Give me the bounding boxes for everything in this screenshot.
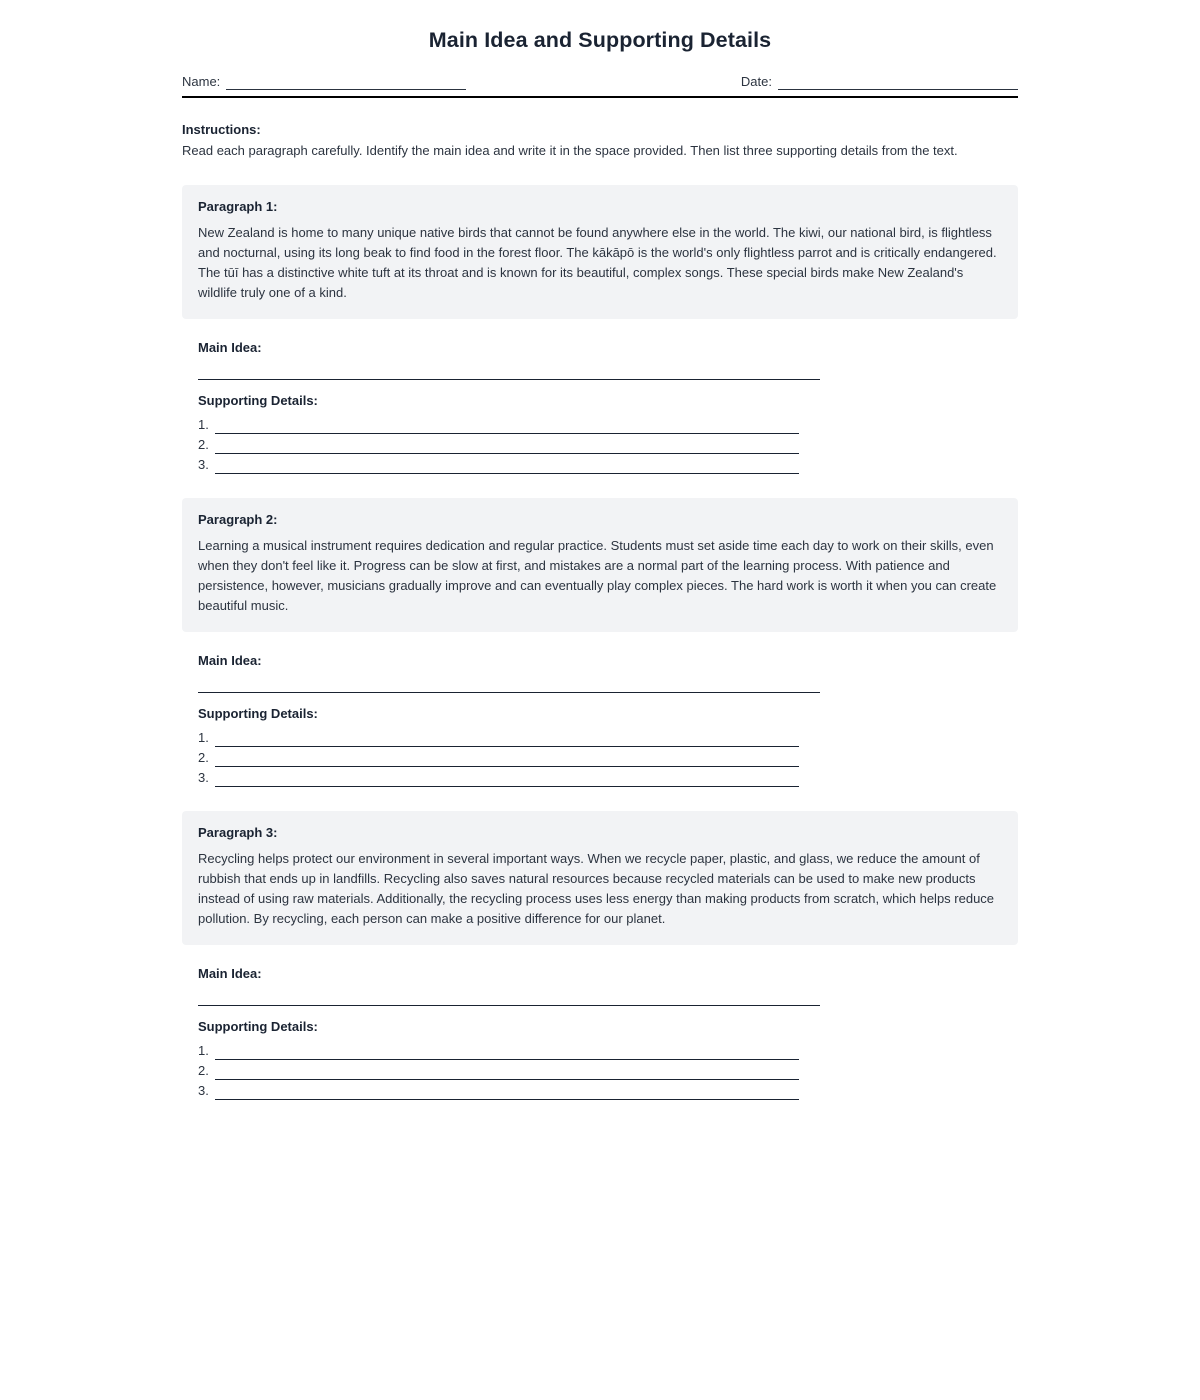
supporting-detail-row	[198, 767, 1002, 787]
instructions-block	[182, 122, 1018, 161]
supporting-detail-row	[198, 1080, 1002, 1100]
answer-area-1	[182, 340, 1018, 474]
paragraph-label-1: Paragraph 1:	[198, 198, 278, 214]
detail-number: 1.	[198, 1042, 209, 1058]
supporting-detail-input-1-2[interactable]	[215, 436, 799, 454]
name-label: Name:	[182, 73, 221, 89]
paragraph-text-1: New Zealand is home to many unique native birds that cannot be found anywhere else in the world. The kiwi, our national bird, is flightless and nocturnal, using its long beak to find food in the forest floor. The kākāpō is the world's only flightless parrot and is critically endangered. The tūī has a distinctive white tuft at its throat and is known for its beautiful, complex songs. These special birds make New Zealand's wildlife truly one of a kind.	[198, 224, 997, 300]
main-idea-input-1[interactable]	[198, 355, 820, 380]
detail-number: 3.	[198, 1082, 209, 1098]
instructions-text: Read each paragraph carefully. Identify the main idea and write it in the space provided. Then list three supporting details from the text.	[182, 142, 958, 158]
paragraph-section-2	[182, 498, 1018, 787]
supporting-details-label-1: Supporting Details:	[198, 392, 318, 408]
detail-number: 2.	[198, 436, 209, 452]
supporting-detail-input-3-1[interactable]	[215, 1042, 799, 1060]
detail-number: 2.	[198, 1062, 209, 1078]
supporting-detail-row	[198, 434, 1002, 454]
paragraph-box-2	[182, 498, 1018, 632]
supporting-detail-row	[198, 727, 1002, 747]
detail-number: 3.	[198, 769, 209, 785]
paragraph-box-3	[182, 811, 1018, 945]
date-label: Date:	[740, 73, 772, 89]
paragraph-text-3: Recycling helps protect our environment in several important ways. When we recycle paper, plastic, and glass, we reduce the amount of rubbish that ends up in landfills. Recycling also saves natural resources because recycled materials can be used to make new products instead of using raw materials. Additionally, the recycling process uses less energy than making products from scratch, which helps reduce pollution. By recycling, each person can make a positive difference for our planet.	[198, 850, 995, 926]
supporting-detail-input-3-3[interactable]	[215, 1082, 799, 1100]
main-idea-label-2: Main Idea:	[198, 652, 262, 668]
supporting-details-label-3: Supporting Details:	[198, 1018, 318, 1034]
supporting-detail-row	[198, 1040, 1002, 1060]
main-idea-input-3[interactable]	[198, 981, 820, 1006]
instructions-heading: Instructions:	[182, 121, 261, 137]
supporting-detail-input-1-1[interactable]	[215, 416, 799, 434]
supporting-detail-row	[198, 414, 1002, 434]
detail-number: 1.	[198, 729, 209, 745]
supporting-detail-input-3-2[interactable]	[215, 1062, 799, 1080]
paragraph-label-3: Paragraph 3:	[198, 824, 278, 840]
supporting-detail-input-2-1[interactable]	[215, 729, 799, 747]
detail-number: 1.	[198, 416, 209, 432]
answer-area-2	[182, 653, 1018, 787]
supporting-detail-row	[198, 454, 1002, 474]
page-title: Main Idea and Supporting Details	[428, 28, 772, 52]
main-idea-label-3: Main Idea:	[198, 965, 262, 981]
supporting-detail-row	[198, 1060, 1002, 1080]
supporting-detail-input-2-3[interactable]	[215, 769, 799, 787]
paragraph-section-1	[182, 185, 1018, 474]
detail-number: 2.	[198, 749, 209, 765]
supporting-detail-input-2-2[interactable]	[215, 749, 799, 767]
main-idea-label-1: Main Idea:	[198, 339, 262, 355]
paragraph-label-2: Paragraph 2:	[198, 511, 278, 527]
paragraph-box-1	[182, 185, 1018, 319]
paragraph-section-3	[182, 811, 1018, 1100]
supporting-details-label-2: Supporting Details:	[198, 705, 318, 721]
name-input-blank[interactable]	[226, 76, 466, 90]
paragraph-text-2: Learning a musical instrument requires dedication and regular practice. Students must set aside time each day to work on their skills, even when they don't feel like it. Progress can be slow at first, and mistakes are a normal part of the learning process. With patience and persistence, however, musicians gradually improve and can eventually play complex pieces. The hard work is worth it when you can create beautiful music.	[198, 537, 997, 613]
name-field-group	[182, 74, 466, 90]
supporting-detail-input-1-3[interactable]	[215, 456, 799, 474]
date-field-group	[741, 74, 1018, 90]
date-input-blank[interactable]	[778, 76, 1018, 90]
main-idea-input-2[interactable]	[198, 668, 820, 693]
student-info-row	[182, 74, 1018, 98]
supporting-detail-row	[198, 747, 1002, 767]
detail-number: 3.	[198, 456, 209, 472]
answer-area-3	[182, 966, 1018, 1100]
